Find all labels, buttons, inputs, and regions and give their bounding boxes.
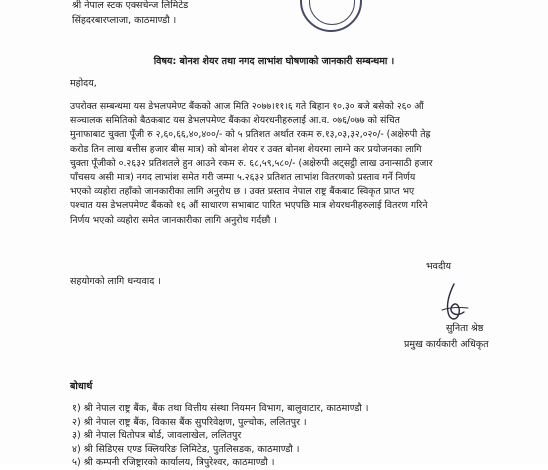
cc-heading: बोधार्थ bbox=[70, 381, 93, 392]
cc-item: २) श्री नेपाल राष्ट्र बैंक, विकास बैंक सुपरिवेक्षण, पुल्चोक, ललितपुर । bbox=[72, 416, 307, 428]
cc-item: ५) श्री कम्पनी रजिष्ट्रारको कार्यालय, त्रिपुरेश्वर, काठमाण्डौ । bbox=[72, 457, 275, 469]
body-line: चुक्ता पूँजीको ०.२६३२ प्रतिशतले हुन आउने रकम रु. ६८,५९,५८०/- (अक्षेरुपी अट्सट्ठी लाख उनान्साठी हजार bbox=[70, 157, 433, 169]
signoff: भवदीय bbox=[426, 261, 451, 272]
handwritten-signature bbox=[432, 282, 472, 326]
body-line: पाँचसय असी मात्र) नगद लाभांश समेत गरी जम्मा ५.२६३२ प्रतिशत लाभांश वितरणको प्रस्ताव गर्ने निर्णय bbox=[70, 172, 416, 184]
company-seal-inner bbox=[309, 0, 355, 25]
cc-list bbox=[72, 402, 368, 470]
signer-name: सुनिता श्रेष्ठ bbox=[446, 323, 484, 334]
letter-greeting: महोदय, bbox=[70, 78, 97, 89]
body-line: पश्चात यस डेभलपमेण्ट बैंकको १६ औं साधारण सभाबाट पारित भएपछि मात्र शेयरधनीहरुलाई वितरण गरिने bbox=[70, 200, 428, 212]
body-line: सञ्चालक समितिको बैठकबाट यस डेभलपमेण्ट बैंकका शेयरधनीहरुलाई आ.व. ०७६/०७७ को संचित bbox=[70, 115, 400, 127]
letter-subject: विषय: बोनश शेयर तथा नगद लाभांश घोषणाको जानकारी सम्बन्धमा । bbox=[153, 56, 395, 67]
body-line: करोड तिन लाख बत्तीस हजार बीस मात्र) को बोनश शेयर र उक्त बोनश शेयरमा लाग्ने कर प्रयोजनका लागि bbox=[70, 143, 422, 155]
recipient-org: श्री नेपाल स्टक एक्सचेन्ज लिमिटेड bbox=[72, 0, 189, 11]
body-line: मुनाफाबाट चुक्ता पूँजी रु २,६०,६६,४०,४००/- को ५ प्रतिशत अर्थात रकम रु.१३,०३,३२,०२०/- (अक्षेरुपी तेह्र bbox=[70, 129, 431, 141]
closing-thanks: सहयोगको लागि धन्यवाद । bbox=[70, 276, 161, 287]
letter-body bbox=[70, 100, 480, 228]
cc-item: १) श्री नेपाल राष्ट्र बैंक, बैंक तथा वित्तीय संस्था नियमन विभाग, बालुवाटार, काठमाण्डौ । bbox=[72, 403, 369, 414]
body-line: भएको व्यहोरा तहाँको जानकारीका लागि अनुरोध छ । उक्त प्रस्ताव नेपाल राष्ट्र बैंकबाट स्विकृत प्राप्त भए bbox=[70, 186, 415, 198]
cc-item: ४) श्री सिडिएस एण्ड क्लियरिङ लिमिटेड, पुतलिसडक, काठमाण्डौ । bbox=[72, 443, 300, 455]
body-line: निर्णय भएको व्यहोरा समेत जानकारीका लागि अनुरोध गर्दछौ । bbox=[70, 214, 277, 226]
recipient-address: सिंहदरबारप्लाजा, काठमाण्डौ । bbox=[72, 15, 177, 26]
signer-title: प्रमुख कार्यकारी अधिकृत bbox=[404, 339, 489, 350]
company-seal bbox=[300, 0, 362, 32]
cc-item: ३) श्री नेपाल धितोपत्र बोर्ड, जावलाखेल, ललितपुर bbox=[72, 430, 242, 442]
body-line: उपरोक्त सम्बन्धमा यस डेभलपमेण्ट बैंकको आज मिति २०७७।११।६ गते बिहान १०.३० बजे बसेको २६० औं bbox=[70, 101, 424, 112]
